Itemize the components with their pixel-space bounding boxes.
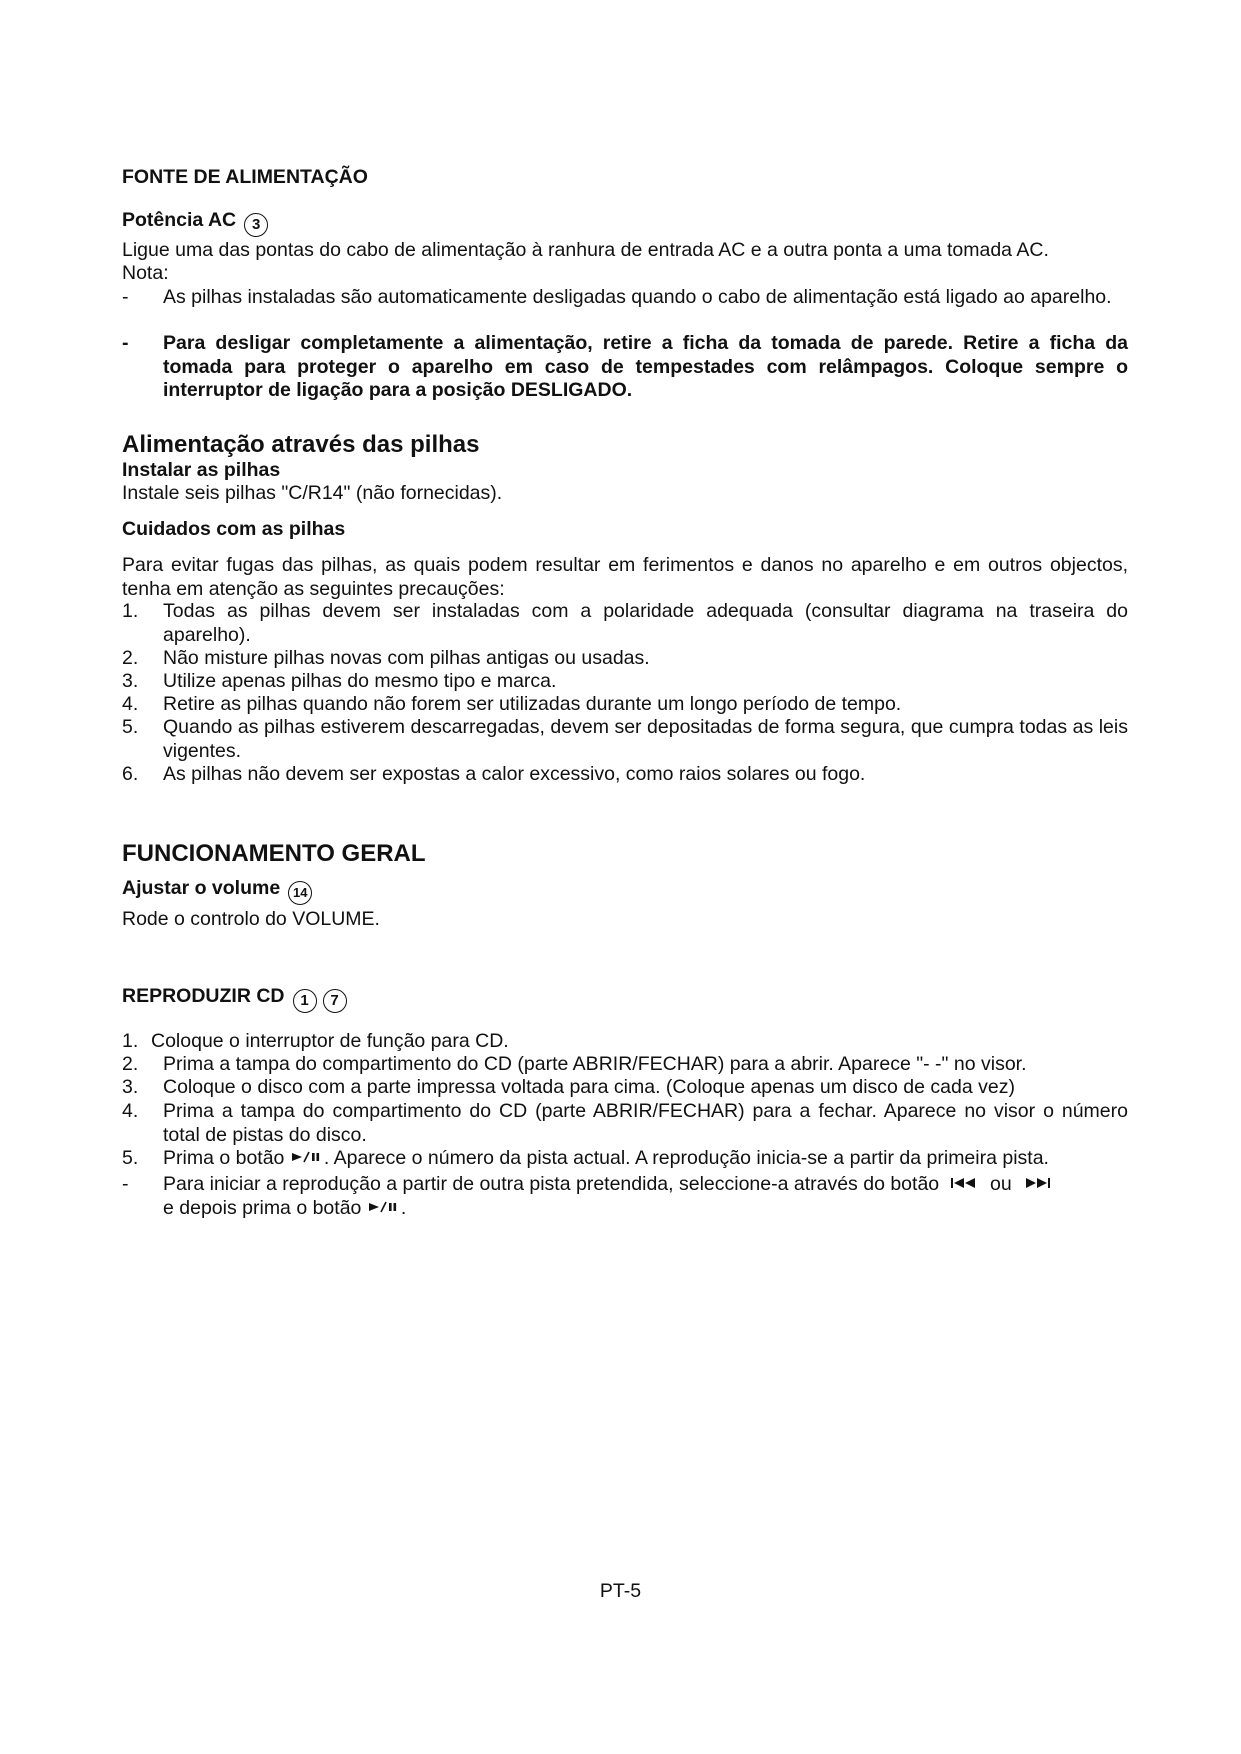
list-item — [122, 693, 1128, 717]
list-item — [122, 600, 1128, 647]
step-number: 5. — [122, 1147, 139, 1169]
list-text: Utilize apenas pilhas do mesmo tipo e marca. — [163, 670, 557, 692]
list-number: 4. — [122, 693, 139, 715]
tip-text-b: e depois prima o botão — [163, 1196, 362, 1219]
skip-back-icon — [949, 1173, 979, 1197]
step-number: 4. — [122, 1100, 139, 1122]
note-text: As pilhas instaladas são automaticamente desligadas quando o cabo de alimentação está ligado ao aparelho. — [163, 286, 1112, 308]
volume-text: Rode o controlo do VOLUME. — [122, 908, 380, 930]
section-title-batteries: Alimentação através das pilhas — [122, 431, 480, 458]
note-label: Nota: — [122, 262, 169, 284]
step-item — [122, 1076, 1128, 1100]
ref-number-3: 3 — [244, 213, 268, 237]
play-pause-icon — [290, 1147, 324, 1171]
tip-text-or: ou — [989, 1173, 1012, 1195]
ac-power-heading-text: Potência AC — [122, 209, 237, 231]
list-item — [122, 670, 1128, 694]
tip-text — [163, 1173, 1128, 1220]
step-item — [122, 1053, 1128, 1077]
note-dash: - — [122, 286, 129, 308]
step-text: Prima a tampa do compartimento do CD (parte ABRIR/FECHAR) para a fechar. Aparece no visor o número total de pistas do disco. — [163, 1100, 1128, 1146]
step-item — [122, 1147, 1128, 1171]
ac-power-text: Ligue uma das pontas do cabo de alimentação à ranhura de entrada AC e a outra ponta a uma tomada AC. — [122, 239, 1049, 261]
note-item — [122, 286, 1128, 310]
tip-text-end: . — [400, 1196, 407, 1219]
step-number: 2. — [122, 1053, 139, 1075]
step5-text-b: . Aparece o número da pista actual. A reprodução inicia-se a partir da primeira pista. — [323, 1147, 1049, 1169]
volume-heading — [122, 877, 312, 905]
tip-text-a: Para iniciar a reprodução a partir de outra pista pretendida, seleccione-a através do botão — [163, 1173, 940, 1195]
ref-number-1: 1 — [293, 989, 317, 1013]
tip-item — [122, 1173, 1128, 1220]
install-batteries-heading: Instalar as pilhas — [122, 459, 281, 481]
skip-forward-icon — [1023, 1173, 1053, 1197]
play-pause-icon — [367, 1197, 401, 1221]
play-cd-heading — [122, 985, 347, 1013]
step5-text-a: Prima o botão — [163, 1147, 285, 1169]
step-text: Coloque o disco com a parte impressa voltada para cima. (Coloque apenas um disco de cada vez) — [163, 1076, 1015, 1098]
note-item-bold — [122, 332, 1128, 403]
list-text: Não misture pilhas novas com pilhas antigas ou usadas. — [163, 647, 650, 669]
list-number: 5. — [122, 716, 139, 738]
list-number: 1. — [122, 600, 139, 622]
list-number: 3. — [122, 670, 139, 692]
section-title-power: FONTE DE ALIMENTAÇÃO — [122, 166, 368, 188]
battery-care-intro — [122, 554, 1128, 601]
list-item — [122, 763, 1128, 787]
step-number: 1. — [122, 1030, 139, 1052]
section-title-general-operation: FUNCIONAMENTO GERAL — [122, 840, 426, 867]
battery-care-heading: Cuidados com as pilhas — [122, 518, 346, 540]
step-item — [122, 1100, 1128, 1147]
list-number: 2. — [122, 647, 139, 669]
tip-dash: - — [122, 1173, 129, 1195]
list-item — [122, 716, 1128, 763]
list-number: 6. — [122, 763, 139, 785]
step-text: Coloque o interruptor de função para CD. — [151, 1030, 509, 1052]
play-cd-heading-text: REPRODUZIR CD — [122, 985, 285, 1007]
step-number: 3. — [122, 1076, 139, 1098]
ref-number-7: 7 — [323, 989, 347, 1013]
step-item — [122, 1030, 1128, 1054]
ac-power-heading — [122, 209, 268, 237]
list-text: Quando as pilhas estiverem descarregadas, devem ser depositadas de forma segura, que cumpra todas as leis vigentes. — [163, 716, 1128, 762]
list-text: As pilhas não devem ser expostas a calor excessivo, como raios solares ou fogo. — [163, 763, 866, 785]
list-text: Todas as pilhas devem ser instaladas com a polaridade adequada (consultar diagrama na traseira do aparelho). — [163, 600, 1128, 646]
page-number: PT-5 — [599, 1580, 642, 1602]
step-text: Prima a tampa do compartimento do CD (parte ABRIR/FECHAR) para a abrir. Aparece "- -" no visor. — [163, 1053, 1027, 1075]
install-batteries-text: Instale seis pilhas "C/R14" (não fornecidas). — [122, 482, 503, 504]
list-text: Retire as pilhas quando não forem ser utilizadas durante um longo período de tempo. — [163, 693, 902, 715]
volume-heading-text: Ajustar o volume — [122, 877, 281, 899]
list-item — [122, 647, 1128, 671]
ref-number-14: 14 — [288, 881, 312, 905]
note-text-bold: Para desligar completamente a alimentação, retire a ficha da tomada de parede. Retire a ficha da tomada para proteger o aparelho em caso de tempestades com relâmpagos. Coloque sempre o interruptor de ligação para a posição DESLIGADO. — [163, 332, 1128, 401]
note-dash: - — [122, 332, 129, 354]
step-text — [163, 1147, 1128, 1171]
battery-care-intro-text: Para evitar fugas das pilhas, as quais podem resultar em ferimentos e danos no aparelho e em outros objectos, tenha em atenção as seguintes precauções: — [122, 554, 1128, 600]
